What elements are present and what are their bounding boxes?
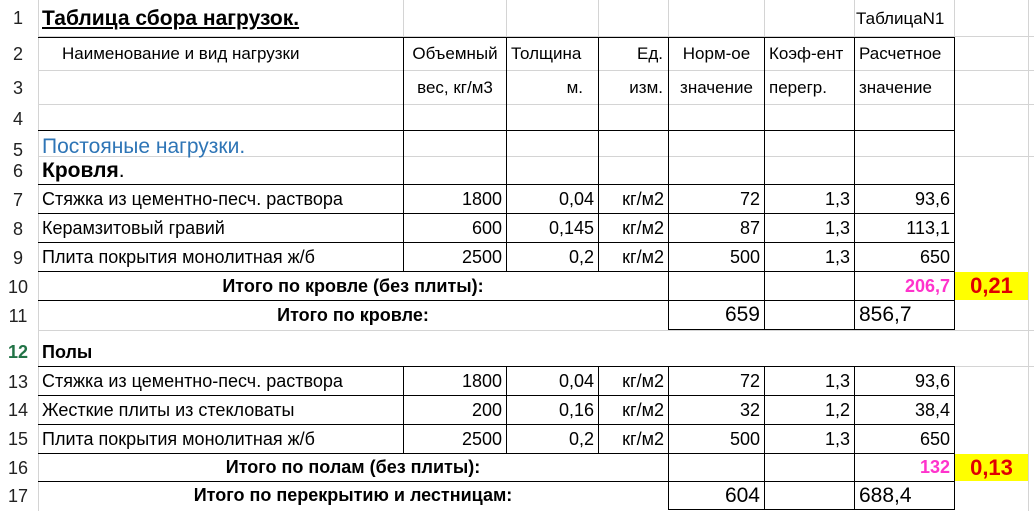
roof-total-label[interactable]: Итого по кровле: [277,304,429,325]
cell-thickness[interactable]: 0,145 [548,217,594,238]
grid-line [38,104,1034,105]
grid-line [38,330,1034,331]
table-border [764,300,765,330]
cell-norm[interactable]: 500 [729,246,760,267]
header-unit[interactable]: Ед. [637,44,663,63]
row-number[interactable]: 13 [7,372,29,392]
cell-norm[interactable]: 72 [739,370,760,391]
cell-volweight[interactable]: 2500 [461,428,502,449]
row-number[interactable]: 6 [12,161,23,181]
cell-volweight[interactable]: 200 [471,399,502,420]
cell-volweight[interactable]: 600 [471,217,502,238]
roof-total-no-slab-value[interactable]: 206,7 [904,275,950,296]
row-number[interactable]: 1 [12,8,23,28]
floors-title[interactable]: Полы [42,341,93,362]
header-volweight-unit: вес, кг/м3 [417,78,493,97]
grid-line [506,0,507,38]
cell-norm[interactable]: 500 [729,428,760,449]
table-border [954,300,955,330]
cell-thickness[interactable]: 0,2 [568,428,594,449]
cell-unit[interactable]: кг/м2 [622,217,664,238]
header-thickness-unit: м. [566,78,583,97]
grid-line [1028,0,1029,511]
header-coef[interactable]: Коэф-ент [769,44,844,63]
row-number[interactable]: 7 [12,190,23,210]
roof-title-suffix: . [118,159,125,182]
cell-norm[interactable]: 72 [739,188,760,209]
floors-total-no-slab-label[interactable]: Итого по полам (без плиты): [225,457,481,477]
table-title[interactable]: Таблица сбора нагрузок. [42,7,300,30]
cell-name[interactable]: Стяжка из цементно-песч. раствора [42,370,343,391]
grid-line [764,0,765,38]
cell-volweight[interactable]: 1800 [461,370,502,391]
row-number[interactable]: 3 [12,78,23,98]
row-number[interactable]: 14 [7,400,29,420]
header-norm[interactable]: Норм-ое [682,44,751,63]
floors-total-norm[interactable]: 604 [724,483,760,507]
row-number[interactable]: 4 [12,109,23,129]
row-number[interactable]: 15 [7,429,29,449]
cell-thickness[interactable]: 0,04 [558,188,594,209]
roof-total-calc[interactable]: 856,7 [859,303,912,326]
table-border [668,329,954,330]
row-number[interactable]: 8 [12,219,23,239]
roof-total-no-slab-extra[interactable]: 0,21 [955,272,1028,300]
cell-coef[interactable]: 1,3 [824,188,850,209]
cell-thickness[interactable]: 0,16 [558,399,594,420]
row-number[interactable]: 10 [7,277,29,297]
roof-title[interactable] [42,159,402,183]
floors-total-no-slab-extra[interactable]: 0,13 [955,454,1028,481]
cell-norm[interactable]: 87 [739,217,760,238]
cell-name[interactable]: Плита покрытия монолитная ж/б [42,246,315,267]
cell-coef[interactable]: 1,3 [824,246,850,267]
floors-total-calc[interactable]: 688,4 [859,483,912,507]
cell-calc[interactable]: 650 [919,246,950,267]
cell-unit[interactable]: кг/м2 [622,399,664,420]
table-border [668,509,954,510]
cell-calc[interactable]: 38,4 [914,399,950,420]
cell-volweight[interactable]: 2500 [461,246,502,267]
cell-thickness[interactable]: 0,2 [568,246,594,267]
cell-unit[interactable]: кг/м2 [622,188,664,209]
cell-unit[interactable]: кг/м2 [622,370,664,391]
header-unit-2: изм. [629,78,663,97]
table-id[interactable]: ТаблицаN1 [856,9,945,28]
roof-total-norm[interactable]: 659 [724,303,760,326]
cell-coef[interactable]: 1,3 [824,217,850,238]
cell-name[interactable]: Плита покрытия монолитная ж/б [42,428,315,449]
header-thickness[interactable]: Толщина [511,44,582,63]
cell-volweight[interactable]: 1800 [461,188,502,209]
row-number[interactable]: 2 [12,44,23,64]
cell-name[interactable]: Жесткие плиты из стекловаты [42,399,295,420]
table-border [954,37,955,303]
row-number[interactable]: 9 [12,248,23,268]
row-number[interactable]: 16 [7,458,29,478]
grid-line [668,0,669,38]
row-number[interactable]: 17 [7,486,29,506]
cell-thickness[interactable]: 0,04 [558,370,594,391]
cell-coef[interactable]: 1,3 [824,370,850,391]
row-number[interactable]: 11 [8,306,28,326]
row-number[interactable]: 12 [7,342,29,362]
cell-coef[interactable]: 1,3 [824,428,850,449]
header-coef-2: перегр. [769,78,827,97]
cell-calc[interactable]: 93,6 [914,188,950,209]
cell-calc[interactable]: 93,6 [914,370,950,391]
header-volweight[interactable]: Объемный [412,44,498,63]
header-norm-2: значение [680,78,753,97]
grid-line [38,0,39,511]
cell-coef[interactable]: 1,2 [824,399,850,420]
cell-unit[interactable]: кг/м2 [622,246,664,267]
table-border [38,37,954,38]
roof-title-text: Кровля [42,159,119,182]
cell-calc[interactable]: 113,1 [906,217,950,238]
cell-norm[interactable]: 32 [739,399,760,420]
table-border [38,130,954,131]
floors-total-label[interactable]: Итого по перекрытию и лестницам: [193,485,513,505]
grid-line [403,0,404,38]
header-calc[interactable]: Расчетное [859,44,942,63]
roof-total-no-slab-label[interactable]: Итого по кровле (без плиты): [222,275,484,296]
section-permanent-loads[interactable]: Постояные нагрузки. [42,135,246,158]
cell-calc[interactable]: 650 [919,428,950,449]
grid-line [38,70,1034,71]
grid-line [598,0,599,38]
grid-line [854,0,855,38]
cell-name[interactable]: Керамзитовый гравий [42,217,225,238]
table-border [954,366,955,510]
cell-name[interactable]: Стяжка из цементно-песч. раствора [42,188,343,209]
row-number[interactable]: 5 [12,140,23,160]
header-name[interactable]: Наименование и вид нагрузки [62,44,300,63]
floors-total-no-slab-value[interactable]: 132 [919,457,950,477]
header-calc-2: значение [859,78,932,97]
cell-unit[interactable]: кг/м2 [622,428,664,449]
